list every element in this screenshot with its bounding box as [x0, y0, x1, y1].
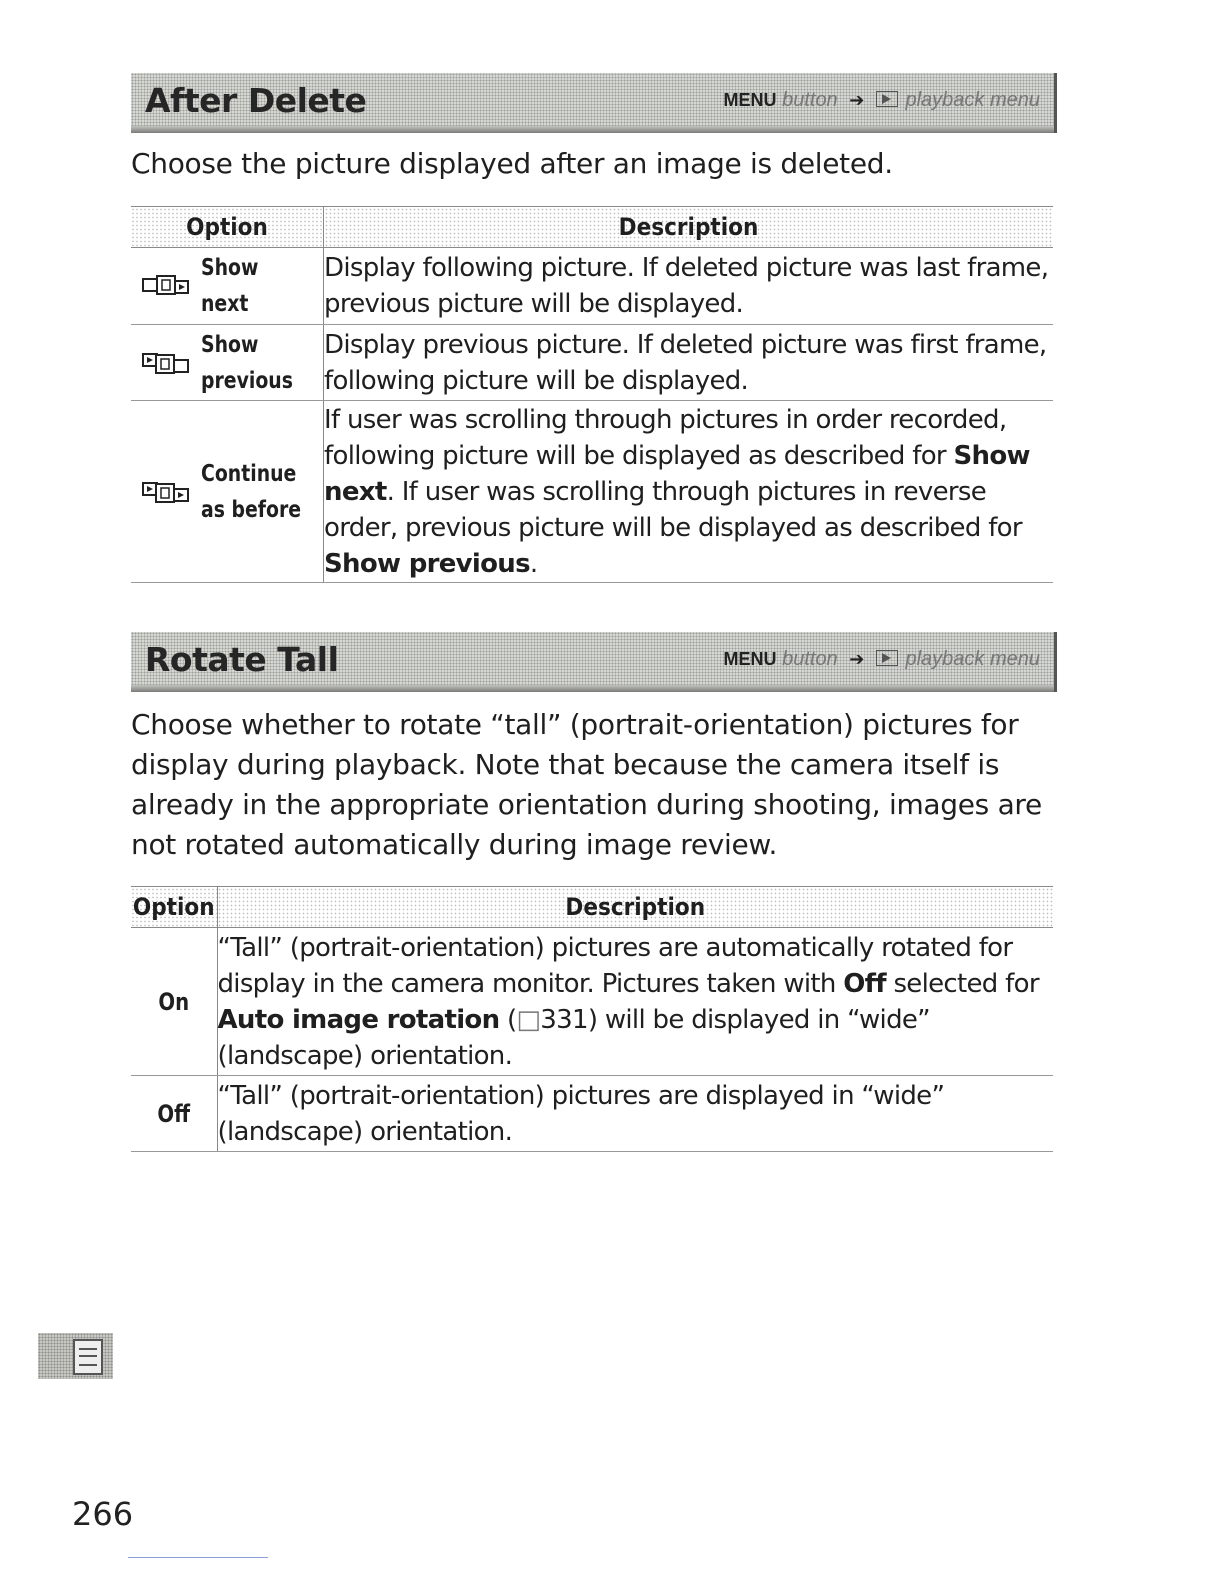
- show-previous-icon: [131, 350, 201, 376]
- description-cell: “Tall” (portrait-orientation) pictures are displayed in “wide” (landscape) orientation.: [217, 1076, 1053, 1152]
- column-header-option: Option: [131, 207, 324, 248]
- option-label: Show: [201, 331, 259, 358]
- menu-key-label: MENU: [723, 649, 777, 669]
- option-cell: [131, 401, 324, 583]
- table-row: [131, 325, 1053, 401]
- description-text: ) will be displayed in “wide” (landscape) orientation.: [217, 1004, 930, 1071]
- description-bold-ref: Auto image rotation: [217, 1004, 500, 1035]
- continue-as-before-icon: [131, 479, 201, 505]
- option-cell: [131, 928, 217, 1076]
- after-delete-title: After Delete: [145, 81, 367, 120]
- path-button-text: button: [782, 89, 838, 111]
- page-number: 266: [72, 1495, 134, 1533]
- menu-key-label: MENU: [723, 90, 777, 110]
- option-cell: [131, 248, 324, 325]
- playback-icon: [876, 91, 898, 107]
- path-menu-text: playback menu: [905, 648, 1040, 670]
- show-next-icon: [131, 273, 201, 299]
- option-label: previous: [201, 367, 293, 394]
- after-delete-intro: Choose the picture displayed after an image is deleted.: [131, 147, 893, 180]
- description-bold-ref: Show next: [324, 440, 1030, 507]
- description-cell: [217, 928, 1053, 1076]
- column-header-option: Option: [131, 887, 217, 928]
- arrow-right-icon: ➔: [849, 90, 865, 110]
- table-header-row: [131, 887, 1053, 928]
- table-row: [131, 248, 1053, 325]
- option-label: Continue: [201, 460, 297, 487]
- option-label: Show: [201, 255, 259, 281]
- description-text: selected for: [885, 968, 1039, 999]
- playback-icon: [876, 650, 898, 666]
- column-header-description: Description: [324, 207, 1053, 248]
- rotate-tall-banner: [131, 632, 1057, 692]
- description-text: “Tall” (portrait-orientation) pictures are automatically rotated for display in the camera monitor. Pictures taken with: [217, 932, 1013, 999]
- rotate-tall-menu-path: [724, 648, 1040, 671]
- column-header-description: Description: [217, 887, 1053, 928]
- setup-menu-icon: [73, 1339, 103, 1375]
- description-text: .: [529, 548, 538, 579]
- table-row: [131, 928, 1053, 1076]
- footer-rule: [128, 1557, 268, 1558]
- option-label: Off: [157, 1099, 191, 1128]
- rotate-tall-table: [131, 886, 1053, 1152]
- table-row: [131, 401, 1053, 583]
- description-bold-ref: Off: [843, 968, 886, 999]
- path-menu-text: playback menu: [905, 89, 1040, 111]
- path-button-text: button: [782, 648, 838, 670]
- description-bold-ref: Show previous: [324, 548, 530, 579]
- section-tab: [38, 1333, 113, 1379]
- arrow-right-icon: ➔: [849, 649, 865, 669]
- description-text: (: [499, 1004, 517, 1035]
- table-header-row: [131, 207, 1053, 248]
- rotate-tall-title: Rotate Tall: [145, 640, 339, 679]
- description-cell: Display following picture. If deleted picture was last frame, previous picture will be displayed.: [324, 248, 1053, 325]
- rotate-tall-intro: Choose whether to rotate “tall” (portrait-orientation) pictures for display during playback. Note that because the camera itself is already in the appropriate orientation during shooting, images are not rotated automatically during image review.: [131, 708, 1042, 861]
- table-row: [131, 1076, 1053, 1152]
- after-delete-menu-path: [724, 89, 1040, 112]
- option-cell: [131, 1076, 217, 1152]
- description-cell: Display previous picture. If deleted picture was first frame, following picture will be displayed.: [324, 325, 1053, 401]
- book-reference-icon: □: [516, 1004, 541, 1035]
- option-label: next: [201, 291, 249, 317]
- after-delete-table: [131, 206, 1053, 583]
- option-cell: [131, 325, 324, 401]
- description-text: . If user was scrolling through pictures in reverse order, previous picture will be displayed as described for: [324, 476, 1022, 543]
- description-text: If user was scrolling through pictures in order recorded, following picture will be displayed as described for: [324, 404, 1007, 471]
- page-reference: 331: [540, 1004, 588, 1035]
- option-label: On: [158, 987, 190, 1016]
- after-delete-banner: [131, 73, 1057, 133]
- description-cell: [324, 401, 1053, 583]
- option-label: as before: [201, 496, 302, 523]
